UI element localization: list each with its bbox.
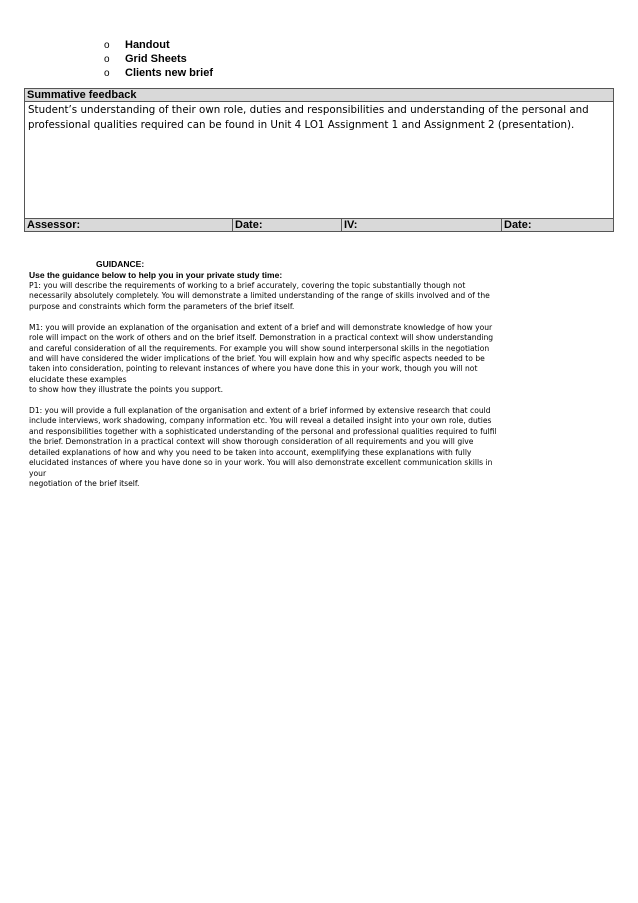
guidance-title: GUIDANCE: (96, 259, 145, 269)
date-label: Date: (502, 219, 614, 232)
bullet-marker: o (104, 53, 110, 65)
guidance-m1: M1: you will provide an explanation of the organisation and extent of a brief and will demonstrate knowledge of how your role will impact on the work of others and on the brief itself. Demonstration in a practical context will show understanding and careful consideration of all the requirements. For example you will show sound interpersonal skills in the negotiation and will have considered the wider implications of the brief. You will explain how and why specific aspects needed to be taken into consideration, pointing to relevant instances of where you have done this in your work, though you will not elucidate these examples to show how they illustrate the points you support. (29, 322, 494, 395)
date-label: Date: (233, 219, 342, 232)
guidance-section (29, 259, 549, 500)
list-item-label: Handout (125, 39, 170, 51)
list-item (104, 66, 213, 80)
bullet-marker: o (104, 67, 110, 79)
list-item-label: Clients new brief (125, 67, 214, 79)
list-item (104, 52, 213, 66)
list-item (104, 38, 213, 52)
signoff-row (25, 219, 614, 232)
list-item-label: Grid Sheets (125, 53, 187, 65)
summative-feedback-table (24, 88, 614, 232)
guidance-p1: P1: you will describe the requirements of working to a brief accurately, covering the topic substantially though not necessarily absolutely completely. You will demonstrate a limited understanding of the range of skills involved and of the purpose and constraints which form the parameters of the brief itself. (29, 281, 490, 311)
bullet-marker: o (104, 39, 110, 51)
resource-list (104, 38, 213, 80)
feedback-heading: Summative feedback (25, 89, 614, 102)
guidance-subtitle: Use the guidance below to help you in your private study time: (29, 270, 283, 280)
iv-label: IV: (342, 219, 502, 232)
feedback-body: Student’s understanding of their own role, duties and responsibilities and understanding of the personal and professional qualities required can be found in Unit 4 LO1 Assignment 1 and Assignment 2 (presentation). (25, 102, 614, 219)
assessor-label: Assessor: (25, 219, 233, 232)
guidance-d1: D1: you will provide a full explanation of the organisation and extent of a brief informed by extensive research that could include interviews, work shadowing, company information etc. You will reveal a detailed insight into your own role, duties and responsibilities together with a sophisticated understanding of the personal and professional qualities required to fulfil the brief. Demonstration in a practical context will show thorough consideration of all requirements and you will give detailed explanations of how and why you need to be taken into account, exemplifying these explanations with fully elucidated instances of where you have done so in your work. You will also demonstrate excellent communication skills in your negotiation of the brief itself. (29, 406, 497, 488)
